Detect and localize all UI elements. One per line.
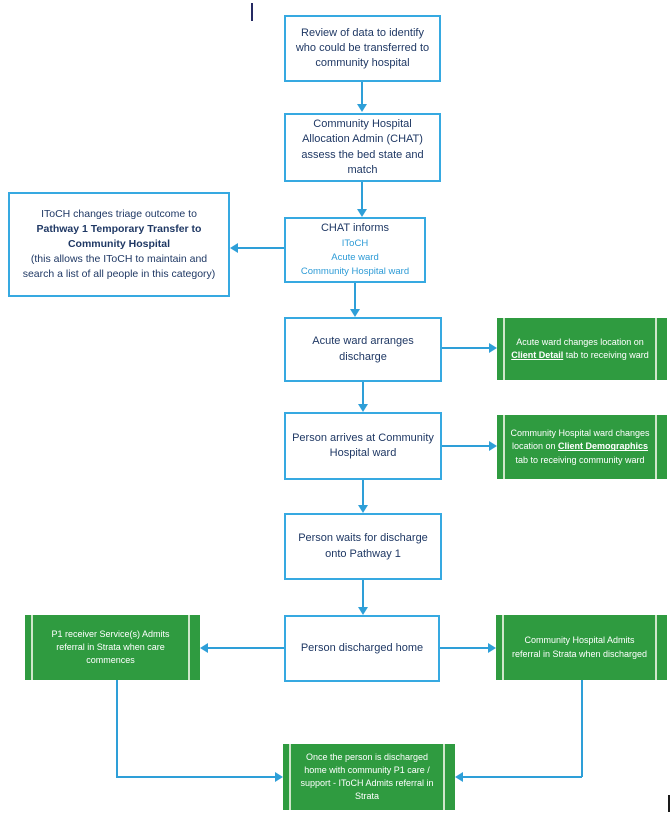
note-line-regular: IToCH changes triage outcome to bbox=[41, 208, 197, 221]
arrowhead-informs-to-note bbox=[230, 243, 238, 253]
arrowhead-arrives-to-waits bbox=[358, 505, 368, 513]
flow-step-chat-assess-label: Community Hospital Allocation Admin (CHAT) assess the bed state and match bbox=[301, 118, 424, 176]
flow-step-person-arrives bbox=[284, 412, 442, 480]
action-community-admits bbox=[496, 615, 667, 680]
connector-community-admits-down bbox=[581, 680, 583, 777]
connector-acute-to-arrives bbox=[362, 382, 364, 405]
flow-step-acute-arranges bbox=[284, 317, 442, 382]
arrowhead-community-admits-to-itoch-admits bbox=[455, 772, 463, 782]
connector-acute-to-client-detail bbox=[442, 347, 489, 349]
action-p1-receiver bbox=[25, 615, 200, 680]
cursor-mark bbox=[251, 3, 253, 21]
flow-step-chat-informs bbox=[284, 217, 426, 283]
client-detail-post: tab to receiving ward bbox=[563, 350, 649, 360]
flow-step-discharged-home-label: Person discharged home bbox=[300, 641, 424, 654]
note-itoch-triage-outcome bbox=[8, 192, 230, 297]
action-community-admits-label: Community Hospital Admits referral in Strata when discharged bbox=[511, 635, 648, 659]
client-demographics-pre: Community Hospital ward changes location on bbox=[510, 428, 650, 452]
chat-informs-recipient-acute-ward: Acute ward bbox=[331, 252, 379, 264]
action-p1-receiver-label: P1 receiver Service(s) Admits referral in Strata when care commences bbox=[51, 628, 170, 666]
action-itoch-admits-label: Once the person is discharged home with community P1 care / support - IToCH Admits referral in Strata bbox=[300, 751, 434, 802]
arrowhead-review-to-assess bbox=[357, 104, 367, 112]
arrowhead-discharged-to-community-admits bbox=[488, 643, 496, 653]
flow-step-discharged-home bbox=[284, 615, 440, 682]
flow-step-person-waits bbox=[284, 513, 442, 580]
connector-arrives-to-demographics bbox=[442, 445, 489, 447]
connector-discharged-to-community-admits bbox=[440, 647, 488, 649]
connector-informs-to-acute bbox=[354, 283, 356, 310]
connector-community-admits-to-itoch-admits bbox=[462, 776, 582, 778]
arrowhead-waits-to-discharged bbox=[358, 607, 368, 615]
arrowhead-informs-to-acute bbox=[350, 309, 360, 317]
note-line-rest: (this allows the IToCH to maintain and search a list of all people in this category) bbox=[22, 252, 216, 280]
note-line-bold: Pathway 1 Temporary Transfer to Community Hospital bbox=[36, 223, 202, 251]
arrowhead-acute-to-arrives bbox=[358, 404, 368, 412]
arrowhead-assess-to-informs bbox=[357, 209, 367, 217]
arrowhead-arrives-to-demographics bbox=[489, 441, 497, 451]
client-detail-pre: Acute ward changes location on bbox=[516, 336, 644, 347]
flow-step-review bbox=[284, 15, 441, 82]
action-itoch-admits bbox=[283, 744, 455, 810]
connector-informs-to-note bbox=[238, 247, 284, 249]
arrowhead-acute-to-client-detail bbox=[489, 343, 497, 353]
flow-step-review-label: Review of data to identify who could be transferred to community hospital bbox=[295, 26, 430, 70]
connector-arrives-to-waits bbox=[362, 480, 364, 506]
arrowhead-discharged-to-p1-receiver bbox=[200, 643, 208, 653]
connector-discharged-to-p1-receiver bbox=[208, 647, 284, 649]
flow-step-person-waits-label: Person waits for discharge onto Pathway 1 bbox=[298, 532, 428, 560]
client-detail-emphasis: Client Detail bbox=[511, 350, 564, 360]
arrowhead-p1-receiver-to-itoch-admits bbox=[275, 772, 283, 782]
connector-p1-receiver-to-itoch-admits bbox=[116, 776, 276, 778]
chat-informs-title: CHAT informs bbox=[320, 222, 390, 235]
action-client-detail bbox=[497, 318, 667, 380]
action-client-detail-label bbox=[510, 336, 650, 362]
action-client-demographics-label bbox=[510, 427, 650, 466]
connector-review-to-assess bbox=[361, 82, 363, 105]
chat-informs-recipient-community-ward: Community Hospital ward bbox=[300, 265, 410, 277]
connector-assess-to-informs bbox=[361, 182, 363, 210]
connector-p1-receiver-down bbox=[116, 680, 118, 777]
chat-informs-recipient-itoch: IToCH bbox=[341, 238, 369, 250]
flow-step-acute-arranges-label: Acute ward arranges discharge bbox=[312, 335, 414, 363]
flow-step-chat-assess bbox=[284, 113, 441, 182]
client-demographics-emphasis: Client Demographics bbox=[558, 441, 649, 452]
connector-waits-to-discharged bbox=[362, 580, 364, 608]
page-edge-mark bbox=[668, 795, 670, 812]
client-demographics-post: tab to receiving community ward bbox=[515, 454, 645, 465]
action-client-demographics bbox=[497, 415, 667, 479]
flow-step-person-arrives-label: Person arrives at Community Hospital ward bbox=[292, 431, 434, 459]
